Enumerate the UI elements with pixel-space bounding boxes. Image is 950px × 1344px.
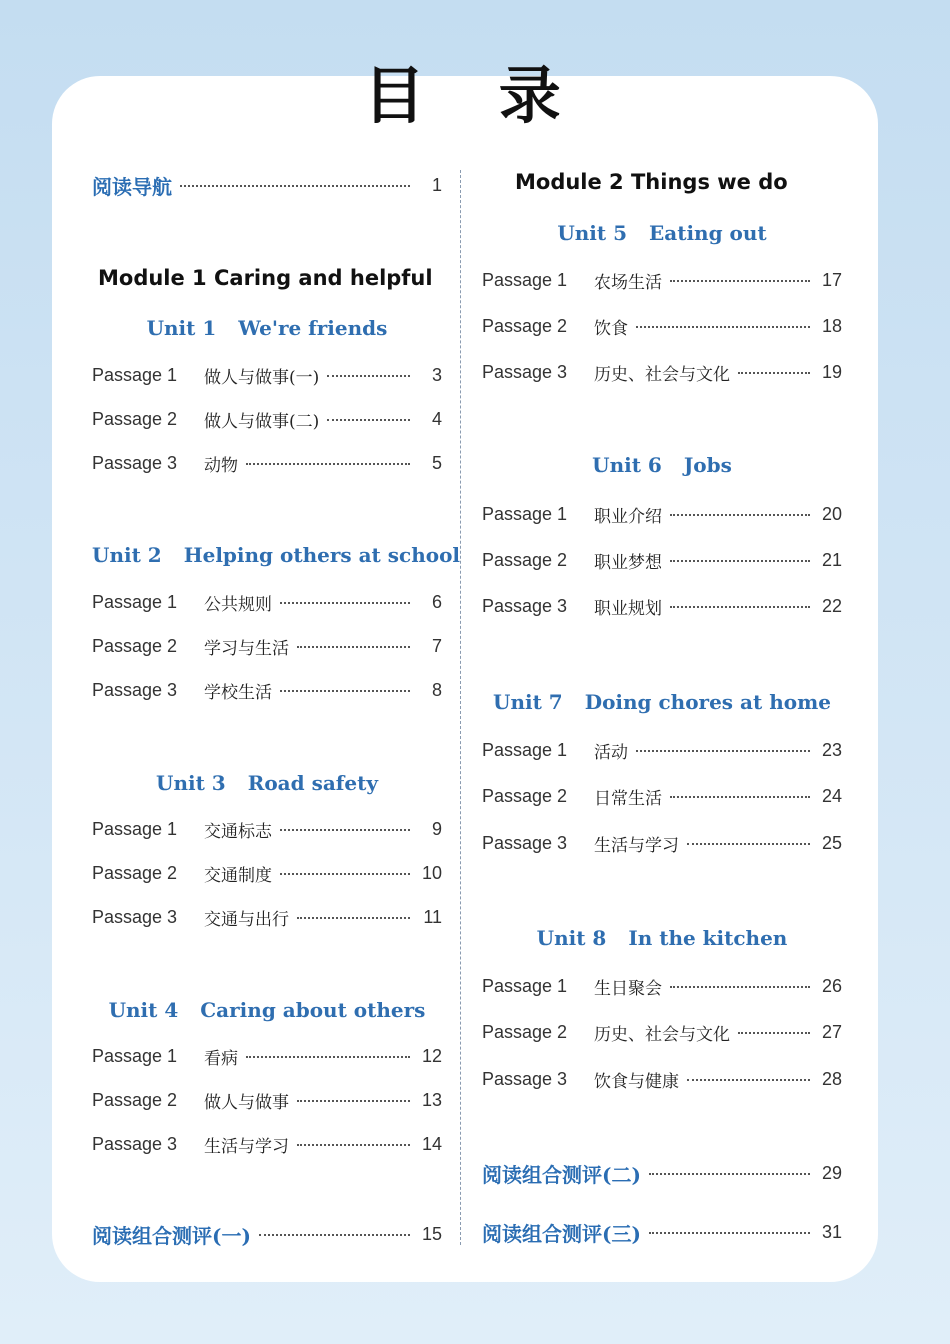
passage-topic: 日常生活 [594, 788, 662, 809]
passage-label: Passage 2 [482, 315, 568, 336]
passage-topic: 做人与做事(一) [204, 367, 320, 388]
passage-label: Passage 2 [92, 408, 178, 429]
page-number: 20 [821, 503, 842, 524]
passage-label: Passage 1 [482, 269, 568, 290]
unit-name: Helping others at school [183, 543, 461, 567]
passage-topic: 生活与学习 [204, 1136, 289, 1157]
unit-heading [482, 926, 842, 950]
toc-entry[interactable] [92, 631, 442, 661]
unit-name: Doing chores at home [584, 690, 831, 714]
passage-topic: 动物 [204, 455, 238, 476]
toc-entry[interactable] [92, 1129, 442, 1159]
passage-topic: 学习与生活 [204, 638, 289, 659]
page-number: 19 [821, 361, 842, 382]
passage-topic: 交通与出行 [204, 909, 289, 930]
toc-entry[interactable] [92, 1085, 442, 1115]
unit-number: Unit 1 [146, 316, 217, 340]
toc-entry[interactable] [482, 499, 842, 529]
unit-number: Unit 5 [557, 221, 628, 245]
leader-dots [246, 463, 410, 465]
passage-label: Passage 1 [482, 975, 568, 996]
page-number: 23 [821, 739, 842, 760]
passage-label: Passage 3 [92, 679, 178, 700]
toc-entry[interactable] [92, 902, 442, 932]
toc-entry[interactable] [92, 587, 442, 617]
leader-dots [280, 873, 410, 875]
toc-entry[interactable] [482, 1064, 842, 1094]
page-number: 9 [431, 818, 442, 839]
passage-topic: 做人与做事(二) [204, 411, 320, 432]
leader-dots [327, 419, 410, 421]
module-heading: Module 2 Things we do [515, 170, 788, 194]
page-number: 18 [821, 315, 842, 336]
passage-topic: 看病 [204, 1048, 238, 1069]
toc-entry[interactable] [92, 858, 442, 888]
leader-dots [280, 690, 410, 692]
unit-name: Road safety [247, 771, 378, 795]
entry-title: 阅读组合测评(三) [482, 1221, 641, 1246]
leader-dots [738, 1032, 810, 1034]
unit-heading [92, 316, 442, 340]
unit-number: Unit 4 [108, 998, 179, 1022]
toc-entry[interactable] [482, 265, 842, 295]
page-number: 24 [821, 785, 842, 806]
toc-entry[interactable] [482, 828, 842, 858]
leader-dots [259, 1234, 410, 1236]
toc-entry-reading-test-1[interactable] [92, 1219, 442, 1249]
leader-dots [670, 606, 810, 608]
toc-entry[interactable] [482, 1017, 842, 1047]
page-number: 12 [421, 1045, 442, 1066]
passage-topic: 生活与学习 [594, 835, 679, 856]
leader-dots [670, 796, 810, 798]
passage-topic: 职业梦想 [594, 552, 662, 573]
passage-topic: 交通制度 [204, 865, 272, 886]
passage-topic: 活动 [594, 742, 628, 763]
unit-heading [92, 998, 442, 1022]
passage-topic: 历史、社会与文化 [594, 1024, 730, 1045]
passage-topic: 饮食与健康 [594, 1071, 679, 1092]
page-number: 10 [421, 862, 442, 883]
unit-name: In the kitchen [628, 926, 788, 950]
passage-label: Passage 3 [482, 832, 568, 853]
passage-label: Passage 2 [92, 862, 178, 883]
passage-label: Passage 3 [482, 595, 568, 616]
toc-entry[interactable] [92, 814, 442, 844]
page-number: 26 [821, 975, 842, 996]
leader-dots [670, 560, 810, 562]
toc-entry[interactable] [482, 781, 842, 811]
leader-dots [670, 514, 810, 516]
page-number: 5 [431, 452, 442, 473]
leader-dots [297, 1100, 410, 1102]
unit-number: Unit 3 [156, 771, 226, 795]
passage-topic: 历史、社会与文化 [594, 364, 730, 385]
leader-dots [738, 372, 810, 374]
passage-label: Passage 2 [482, 785, 568, 806]
module-heading: Module 1 Caring and helpful [98, 266, 433, 290]
unit-number: Unit 8 [536, 926, 607, 950]
page-number: 28 [821, 1068, 842, 1089]
passage-topic: 职业介绍 [594, 506, 662, 527]
unit-name: Eating out [649, 221, 767, 245]
toc-entry[interactable] [92, 448, 442, 478]
passage-label: Passage 3 [92, 1133, 178, 1154]
passage-label: Passage 1 [92, 818, 178, 839]
page-number: 8 [431, 679, 442, 700]
toc-entry[interactable] [92, 1041, 442, 1071]
toc-entry-reading-test-2[interactable] [482, 1158, 842, 1188]
entry-title: 阅读组合测评(一) [92, 1223, 251, 1248]
leader-dots [327, 375, 410, 377]
passage-label: Passage 1 [482, 503, 568, 524]
toc-entry[interactable] [482, 357, 842, 387]
leader-dots [649, 1173, 810, 1175]
leader-dots [280, 829, 410, 831]
passage-topic: 交通标志 [204, 821, 272, 842]
leader-dots [280, 602, 410, 604]
passage-label: Passage 1 [92, 364, 178, 385]
page-number: 11 [423, 906, 442, 927]
passage-label: Passage 2 [92, 635, 178, 656]
passage-topic: 生日聚会 [594, 978, 662, 999]
unit-heading [92, 543, 461, 567]
toc-entry[interactable] [92, 360, 442, 390]
entry-title: 阅读导航 [92, 174, 172, 199]
page-number: 15 [421, 1223, 442, 1244]
toc-entry[interactable] [92, 404, 442, 434]
passage-topic: 农场生活 [594, 272, 662, 293]
page-number: 29 [821, 1162, 842, 1183]
unit-heading [482, 690, 842, 714]
passage-label: Passage 3 [92, 452, 178, 473]
passage-topic: 学校生活 [204, 682, 272, 703]
toc-entry[interactable] [482, 311, 842, 341]
leader-dots [636, 326, 810, 328]
page-number: 6 [431, 591, 442, 612]
passage-label: Passage 3 [482, 361, 568, 382]
page-number: 1 [431, 174, 442, 195]
page-number: 31 [821, 1221, 842, 1242]
passage-topic: 公共规则 [204, 594, 272, 615]
page-number: 27 [821, 1021, 842, 1042]
passage-label: Passage 3 [92, 906, 178, 927]
page-number: 4 [431, 408, 442, 429]
leader-dots [687, 1079, 810, 1081]
passage-label: Passage 2 [482, 1021, 568, 1042]
unit-number: Unit 2 [92, 543, 162, 567]
entry-title: 阅读组合测评(二) [482, 1162, 641, 1187]
page-title: 目 录 [363, 59, 587, 132]
unit-heading [92, 771, 442, 795]
passage-label: Passage 1 [92, 591, 178, 612]
toc-entry-reading-guide[interactable] [92, 170, 442, 200]
passage-topic: 做人与做事 [204, 1092, 289, 1113]
toc-entry[interactable] [482, 971, 842, 1001]
page-number: 17 [821, 269, 842, 290]
unit-number: Unit 6 [592, 453, 662, 477]
unit-heading [482, 221, 842, 245]
page-number: 14 [421, 1133, 442, 1154]
page-number: 3 [431, 364, 442, 385]
unit-name: We're friends [238, 316, 388, 340]
leader-dots [297, 1144, 410, 1146]
passage-topic: 职业规划 [594, 598, 662, 619]
passage-label: Passage 2 [92, 1089, 178, 1110]
unit-number: Unit 7 [493, 690, 563, 714]
passage-label: Passage 3 [482, 1068, 568, 1089]
column-divider [460, 170, 461, 1245]
toc-entry[interactable] [482, 735, 842, 765]
page-number: 7 [431, 635, 442, 656]
passage-topic: 饮食 [594, 318, 628, 339]
leader-dots [246, 1056, 410, 1058]
passage-label: Passage 1 [482, 739, 568, 760]
unit-name: Jobs [683, 453, 732, 477]
unit-heading [482, 453, 842, 477]
toc-entry[interactable] [482, 545, 842, 575]
leader-dots [649, 1232, 810, 1234]
leader-dots [670, 986, 810, 988]
leader-dots [687, 843, 810, 845]
page-number: 21 [821, 549, 842, 570]
toc-entry-reading-test-3[interactable] [482, 1217, 842, 1247]
leader-dots [297, 917, 410, 919]
passage-label: Passage 1 [92, 1045, 178, 1066]
page-number: 13 [421, 1089, 442, 1110]
leader-dots [670, 280, 810, 282]
leader-dots [180, 185, 410, 187]
passage-label: Passage 2 [482, 549, 568, 570]
leader-dots [297, 646, 410, 648]
unit-name: Caring about others [200, 998, 426, 1022]
toc-entry[interactable] [92, 675, 442, 705]
page-number: 22 [821, 595, 842, 616]
toc-entry[interactable] [482, 591, 842, 621]
leader-dots [636, 750, 810, 752]
page-number: 25 [821, 832, 842, 853]
